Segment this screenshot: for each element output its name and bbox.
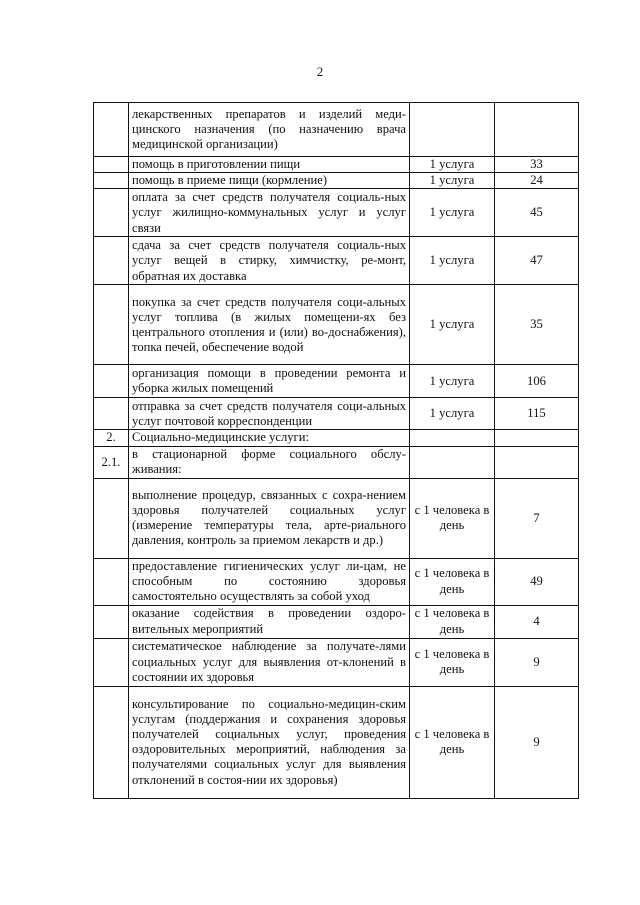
price-cell: 9 <box>495 686 579 798</box>
service-description-cell: сдача за счет средств получателя социаль-ных услуг вещей в стирку, химчистку, ре-монт, обратная их доставка <box>129 237 410 285</box>
unit-cell: 1 услуга <box>410 398 495 430</box>
table-row <box>94 398 579 430</box>
service-description-cell: лекарственных препаратов и изделий меди-цинского назначения (по назначению врача медицинской организации) <box>129 103 410 157</box>
price-cell: 9 <box>495 638 579 686</box>
table-row <box>94 157 579 173</box>
table-row <box>94 173 579 189</box>
price-cell: 47 <box>495 237 579 285</box>
table-row <box>94 478 579 558</box>
service-description-cell: консультирование по социально-медицин-ским услугам (поддержания и сохранения здоровья получателей социальных услуг, проведения оздоровительных мероприятий, наблюдения за получателями социальных услуг для выявления отклонений в состоя-нии их здоровья) <box>129 686 410 798</box>
service-description-cell: оплата за счет средств получателя социаль-ных услуг жилищно-коммунальных услуг и услуг связи <box>129 189 410 237</box>
service-description-cell: организация помощи в проведении ремонта и уборка жилых помещений <box>129 365 410 398</box>
table-row <box>94 237 579 285</box>
unit-cell: 1 услуга <box>410 173 495 189</box>
price-cell: 4 <box>495 605 579 638</box>
table-row <box>94 558 579 605</box>
unit-cell <box>410 446 495 478</box>
row-number-cell <box>94 173 129 189</box>
table-row <box>94 686 579 798</box>
row-number-cell <box>94 103 129 157</box>
services-table <box>93 102 579 799</box>
table-row <box>94 430 579 446</box>
row-number-cell <box>94 605 129 638</box>
row-number-cell <box>94 189 129 237</box>
row-number-cell <box>94 558 129 605</box>
unit-cell: 1 услуга <box>410 237 495 285</box>
price-cell: 45 <box>495 189 579 237</box>
service-description-cell: выполнение процедур, связанных с сохра-нением здоровья получателей социальных услуг (измерение температуры тела, арте-риального давления, контроль за приемом лекарств и др.) <box>129 478 410 558</box>
row-number-cell <box>94 478 129 558</box>
unit-cell: 1 услуга <box>410 189 495 237</box>
unit-cell: с 1 человека в день <box>410 558 495 605</box>
price-cell <box>495 446 579 478</box>
unit-cell: с 1 человека в день <box>410 638 495 686</box>
price-cell: 106 <box>495 365 579 398</box>
service-description-cell: отправка за счет средств получателя соци-альных услуг почтовой корреспонденции <box>129 398 410 430</box>
row-number-cell <box>94 365 129 398</box>
service-description-cell: Социально-медицинские услуги: <box>129 430 410 446</box>
row-number-cell <box>94 157 129 173</box>
unit-cell: 1 услуга <box>410 365 495 398</box>
unit-cell: 1 услуга <box>410 285 495 365</box>
table-row <box>94 638 579 686</box>
page-number: 2 <box>316 64 324 79</box>
row-number-cell <box>94 237 129 285</box>
service-description-cell: помощь в приготовлении пищи <box>129 157 410 173</box>
price-cell: 7 <box>495 478 579 558</box>
unit-cell <box>410 103 495 157</box>
price-cell: 115 <box>495 398 579 430</box>
row-number-cell <box>94 285 129 365</box>
service-description-cell: оказание содействия в проведении оздоро-вительных мероприятий <box>129 605 410 638</box>
table-row <box>94 605 579 638</box>
table-row <box>94 446 579 478</box>
row-number-cell: 2.1. <box>94 446 129 478</box>
service-description-cell: помощь в приеме пищи (кормление) <box>129 173 410 189</box>
service-description-cell: покупка за счет средств получателя соци-альных услуг топлива (в жилых помещени-ях без центрального отопления и (или) во-доснабжения), топка печей, обеспечение водой <box>129 285 410 365</box>
unit-cell: с 1 человека в день <box>410 686 495 798</box>
row-number-cell <box>94 638 129 686</box>
row-number-cell <box>94 686 129 798</box>
table-row <box>94 103 579 157</box>
unit-cell: с 1 человека в день <box>410 478 495 558</box>
row-number-cell: 2. <box>94 430 129 446</box>
row-number-cell <box>94 398 129 430</box>
service-description-cell: систематическое наблюдение за получате-лями социальных услуг для выявления от-клонений в состоянии их здоровья <box>129 638 410 686</box>
services-table-body <box>94 103 579 799</box>
price-cell <box>495 103 579 157</box>
service-description-cell: в стационарной форме социального обслу-живания: <box>129 446 410 478</box>
table-row <box>94 189 579 237</box>
table-row <box>94 285 579 365</box>
unit-cell: 1 услуга <box>410 157 495 173</box>
price-cell <box>495 430 579 446</box>
unit-cell: с 1 человека в день <box>410 605 495 638</box>
price-cell: 35 <box>495 285 579 365</box>
table-row <box>94 365 579 398</box>
price-cell: 24 <box>495 173 579 189</box>
price-cell: 33 <box>495 157 579 173</box>
service-description-cell: предоставление гигиенических услуг ли-цам, не способным по состоянию здоровья самостоятельно осуществлять за собой уход <box>129 558 410 605</box>
unit-cell <box>410 430 495 446</box>
price-cell: 49 <box>495 558 579 605</box>
